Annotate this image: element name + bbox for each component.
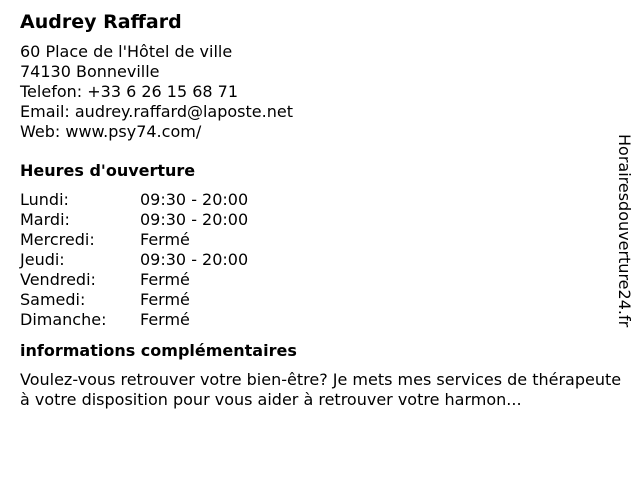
hours-row-vendredi (20, 270, 620, 290)
phone-line: Telefon: +33 6 26 15 68 71 (20, 82, 239, 101)
address-street: 60 Place de l'Hôtel de ville (20, 42, 233, 61)
hours-time: Fermé (140, 230, 190, 249)
hours-time: Fermé (140, 310, 190, 329)
info-description: Voulez-vous retrouver votre bien-être? Je mets mes services de thérapeute à votre disposition pour vous aider à retrouver votre harmon... (20, 370, 622, 409)
hours-day: Mercredi: (20, 230, 95, 249)
hours-time: 09:30 - 20:00 (140, 250, 249, 269)
site-watermark: Horairesdouverture24.fr (615, 134, 634, 328)
email-line: Email: audrey.raffard@laposte.net (20, 102, 293, 121)
hours-row-mercredi (20, 230, 620, 250)
hours-row-mardi (20, 210, 620, 230)
hours-row-jeudi (20, 250, 620, 270)
hours-time: Fermé (140, 270, 190, 289)
business-name: Audrey Raffard (20, 11, 182, 33)
hours-heading: Heures d'ouverture (20, 161, 196, 180)
hours-day: Lundi: (20, 190, 69, 209)
info-heading: informations complémentaires (20, 341, 297, 360)
hours-day: Jeudi: (20, 250, 65, 269)
hours-table (20, 190, 620, 330)
hours-row-dimanche (20, 310, 620, 330)
hours-day: Dimanche: (20, 310, 107, 329)
listing-card (20, 10, 620, 410)
web-line: Web: www.psy74.com/ (20, 122, 202, 141)
address-city: 74130 Bonneville (20, 62, 160, 81)
hours-row-samedi (20, 290, 620, 310)
hours-row-lundi (20, 190, 620, 210)
hours-time: 09:30 - 20:00 (140, 190, 249, 209)
hours-day: Mardi: (20, 210, 70, 229)
hours-time: Fermé (140, 290, 190, 309)
hours-time: 09:30 - 20:00 (140, 210, 249, 229)
hours-day: Samedi: (20, 290, 86, 309)
hours-day: Vendredi: (20, 270, 96, 289)
